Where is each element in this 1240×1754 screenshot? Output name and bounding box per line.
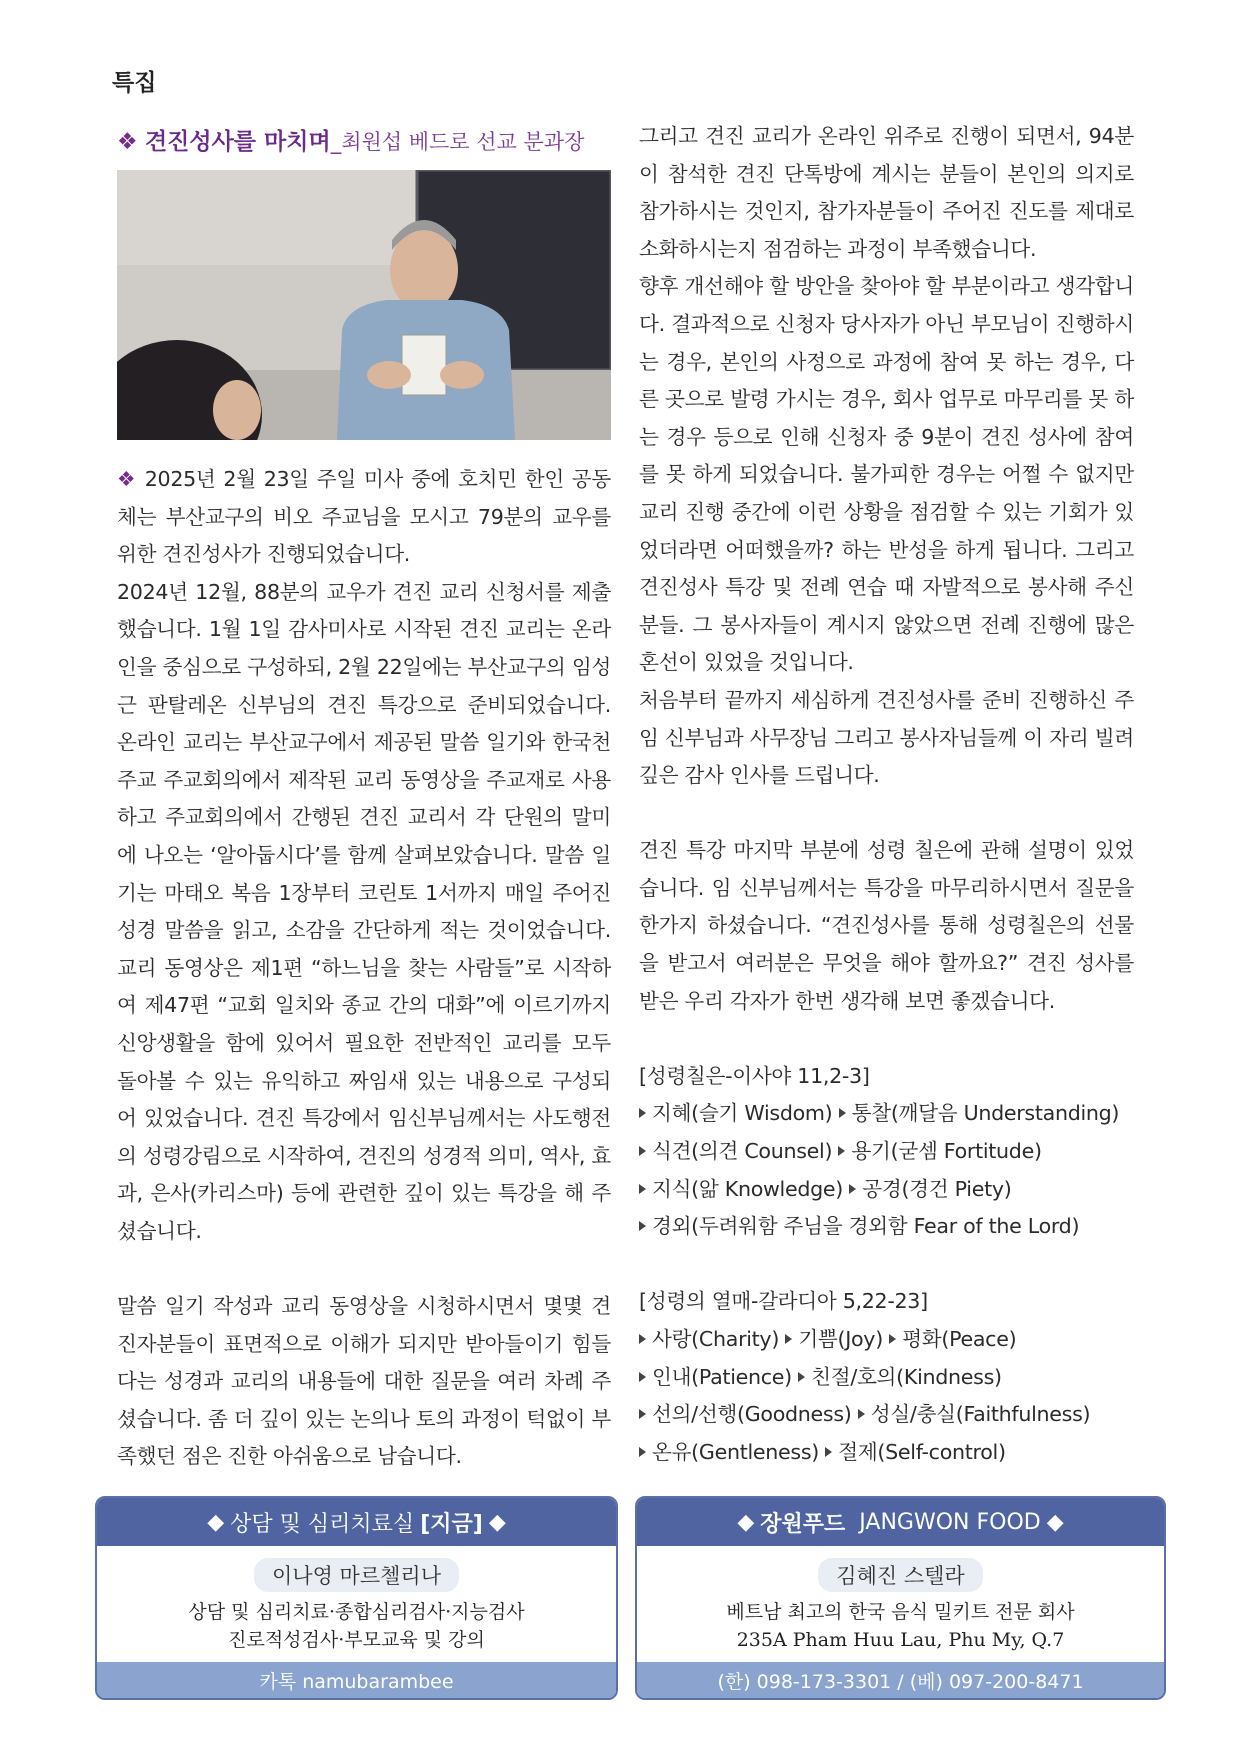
gifts-line: 지혜(슬기 Wisdom) 통찰(깨달음 Understanding) <box>639 1095 1134 1133</box>
bullet-triangle-icon <box>639 1409 646 1419</box>
paragraph: 향후 개선해야 할 방안을 찾아야 할 부분이라고 생각합니다. 결과적으로 신청자 당사자가 아닌 부모님이 진행하시는 경우, 본인의 사정으로 과정에 참여 못 하는 경우, 다른 곳으로 발령 가시는 경우, 회사 업무로 마무리를 못 하는 경우 등으로 인해 신청자 중 9분이 견진 성사에 참여를 못 하게 되었습니다. 불가피한 경우는 어쩔 수 없지만 교리 진행 중간에 이런 상황을 점검할 수 있는 기회가 있었더라면 어떠했을까? 하는 반성을 하게 됩니다. 그리고 견진성사 특강 및 전례 연습 때 자발적으로 봉사해 주신 분들. 그 봉사자들이 계시지 않았으면 전례 진행에 많은 혼선이 있었을 것입니다. <box>639 274 1134 675</box>
paragraph: 말씀 일기 작성과 교리 동영상을 시청하시면서 몇몇 견진자분들이 표면적으로 이해가 되지만 받아들이기 힘들다는 성경과 교리의 내용들에 대한 질문을 여러 차례 주셨습니다. 좀 더 깊이 있는 논의나 토의 과정이 턱없이 부족했던 점은 진한 아쉬움으로 남습니다. <box>117 1294 611 1469</box>
gifts-line: 경외(두려워함 주님을 경외함 Fear of the Lord) <box>639 1208 1134 1246</box>
bullet-triangle-icon <box>839 1108 846 1118</box>
ad-title: 상담 및 심리치료실 <box>230 1511 415 1537</box>
fruits-line: 인내(Patience) 친절/호의(Kindness) <box>639 1359 1134 1397</box>
article-photo <box>117 170 611 440</box>
diamond-icon: ◆ <box>737 1509 755 1535</box>
article-title-main: 견진성사를 마치며 <box>144 129 331 155</box>
ad-header <box>637 1498 1164 1546</box>
diamond-icon: ◆ <box>488 1509 506 1535</box>
fruits-heading: [성령의 열매-갈라디아 5,22-23] <box>639 1289 928 1314</box>
fruits-line: 온유(Gentleness) 절제(Self-control) <box>639 1434 1134 1472</box>
ad-person: 김혜진 스텔라 <box>818 1558 982 1592</box>
bullet-triangle-icon <box>639 1372 646 1382</box>
bullet-triangle-icon <box>639 1146 646 1156</box>
bullet-triangle-icon <box>785 1334 792 1344</box>
photo-illustration <box>117 170 611 440</box>
bullet-triangle-icon <box>858 1409 865 1419</box>
bullet-triangle-icon <box>639 1334 646 1344</box>
fruits-line: 선의/선행(Goodness) 성실/충실(Faithfulness) <box>639 1396 1134 1434</box>
paragraph-mark: ❖ <box>117 467 137 491</box>
fruits-line: 사랑(Charity) 기쁨(Joy) 평화(Peace) <box>639 1321 1134 1359</box>
ad-title-english: JANGWON FOOD <box>859 1509 1041 1535</box>
bullet-triangle-icon <box>825 1447 832 1457</box>
article-author: _최원섭 베드로 선교 분과장 <box>330 130 585 154</box>
title-mark: ❖ <box>117 129 138 155</box>
paragraph <box>117 461 611 574</box>
bullet-triangle-icon <box>798 1372 805 1382</box>
ad-header <box>97 1498 616 1546</box>
article-title <box>117 122 611 162</box>
article-body-right <box>639 118 1134 1471</box>
paragraph-text: 2025년 2월 23일 주일 미사 중에 호치민 한인 공동체는 부산교구의 비오 주교님을 모시고 79분의 교우를 위한 견진성사가 진행되었습니다. <box>117 467 611 567</box>
ad-line: 상담 및 심리치료·종합심리검사·지능검사 <box>188 1601 525 1623</box>
ad-counseling <box>95 1496 618 1700</box>
bullet-triangle-icon <box>639 1184 646 1194</box>
article-right-column <box>639 118 1134 1471</box>
article-body-left <box>117 461 611 1476</box>
bullet-triangle-icon <box>889 1334 896 1344</box>
ad-footer: 카톡 namubarambee <box>97 1662 616 1698</box>
bullet-triangle-icon <box>639 1447 646 1457</box>
gifts-line: 식견(의견 Counsel) 용기(굳셈 Fortitude) <box>639 1133 1134 1171</box>
paragraph: 견진 특강 마지막 부분에 성령 칠은에 관해 설명이 있었습니다. 임 신부님께서는 특강을 마무리하시면서 질문을 한가지 하셨습니다. “견진성사를 통해 성령칠은의 선물을 받고서 여러분은 무엇을 해야 할까요?” 견진 성사를 받은 우리 각자가 한번 생각해 보면 좋겠습니다. <box>639 838 1134 1013</box>
ad-footer: (한) 098-173-3301 / (베) 097-200-8471 <box>637 1662 1164 1698</box>
paragraph: 그리고 견진 교리가 온라인 위주로 진행이 되면서, 94분이 참석한 견진 단톡방에 계시는 분들이 본인의 의지로 참가하시는 것인지, 참가자분들이 주어진 진도를 제대로 소화하시는지 점검하는 과정이 부족했습니다. <box>639 124 1134 261</box>
bullet-triangle-icon <box>639 1108 646 1118</box>
article-left-column <box>117 122 611 1476</box>
paragraph: 처음부터 끝까지 세심하게 견진성사를 준비 진행하신 주임 신부님과 사무장님 그리고 봉사자님들께 이 자리 빌려 깊은 감사 인사를 드립니다. <box>639 687 1134 788</box>
ad-person: 이나영 마르첼리나 <box>254 1558 459 1592</box>
bullet-triangle-icon <box>639 1221 646 1231</box>
diamond-icon: ◆ <box>207 1509 225 1535</box>
paragraph: 2024년 12월, 88분의 교우가 견진 교리 신청서를 제출했습니다. 1월 1일 감사미사로 시작된 견진 교리는 온라인을 중심으로 구성하되, 2월 22일에는 부산교구의 임성근 판탈레온 신부님의 견진 특강으로 준비되었습니다. 온라인 교리는 부산교구에서 제공된 말씀 일기와 한국천주교 주교회의에서 제작된 교리 동영상을 주교재로 사용하고 주교회의에서 간행된 견진 교리서 각 단원의 말미에 나오는 ‘알아둡시다’를 함께 살펴보았습니다. 말씀 일기는 마태오 복음 1장부터 코린토 1서까지 매일 주어진 성경 말씀을 읽고, 소감을 간단하게 적는 것이었습니다. 교리 동영상은 제1편 “하느님을 찾는 사람들”로 시작하여 제47편 “교회 일치와 종교 간의 대화”에 이르기까지 신앙생활을 함에 있어서 필요한 전반적인 교리를 모두 돌아볼 수 있는 유익하고 짜임새 있는 내용으로 구성되어 있었습니다. 견진 특강에서 임신부님께서는 사도행전의 성령강림으로 시작하여, 견진의 성경적 의미, 역사, 효과, 은사(카리스마) 등에 관련한 깊이 있는 특강을 해 주셨습니다. <box>117 579 611 1243</box>
diamond-icon: ◆ <box>1046 1509 1064 1535</box>
ad-title: 장원푸드 <box>760 1511 846 1537</box>
bullet-triangle-icon <box>838 1146 845 1156</box>
ad-jangwon-food <box>635 1496 1166 1700</box>
ad-line: 베트남 최고의 한국 음식 밀키트 전문 회사 <box>726 1601 1075 1623</box>
gifts-line: 지식(앎 Knowledge) 공경(경건 Piety) <box>639 1171 1134 1209</box>
bullet-triangle-icon <box>849 1184 856 1194</box>
ad-line: 진로적성검사·부모교육 및 강의 <box>228 1629 485 1651</box>
gifts-heading: [성령칠은-이사야 11,2-3] <box>639 1063 870 1088</box>
ad-title-bold: [지금] <box>420 1511 483 1537</box>
section-label: 특집 <box>112 70 157 96</box>
ad-address: 235A Pham Huu Lau, Phu My, Q.7 <box>736 1629 1065 1651</box>
